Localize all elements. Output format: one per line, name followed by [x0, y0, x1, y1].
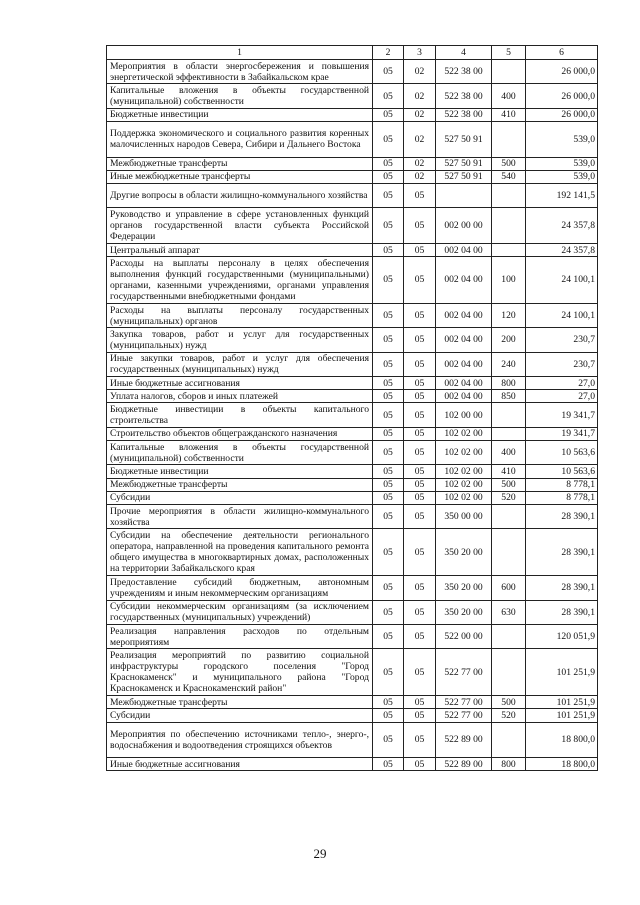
subsection-cell: 02 [404, 170, 436, 183]
row-name-cell: Капитальные вложения в объекты государственной (муниципальной) собственности [107, 441, 373, 465]
section-cell: 05 [373, 478, 404, 491]
section-cell: 05 [373, 696, 404, 709]
section-cell: 05 [373, 441, 404, 465]
column-number-row [107, 46, 598, 60]
section-cell: 05 [373, 257, 404, 304]
section-cell: 05 [373, 465, 404, 478]
subsection-cell: 05 [404, 403, 436, 427]
expense-type-cell: 500 [492, 478, 526, 491]
section-cell: 05 [373, 722, 404, 758]
table-row [107, 504, 598, 528]
table-row [107, 84, 598, 108]
target-article-cell: 102 02 00 [436, 427, 492, 440]
amount-cell: 28 390,1 [526, 600, 598, 624]
section-cell: 05 [373, 504, 404, 528]
table-row [107, 478, 598, 491]
table-row [107, 183, 598, 207]
target-article-cell: 002 04 00 [436, 303, 492, 327]
amount-cell: 27,0 [526, 390, 598, 403]
amount-cell: 24 357,8 [526, 208, 598, 244]
section-cell: 05 [373, 328, 404, 352]
subsection-cell: 05 [404, 390, 436, 403]
column-header: 4 [436, 46, 492, 60]
expense-type-cell [492, 121, 526, 157]
target-article-cell: 002 04 00 [436, 328, 492, 352]
expense-type-cell: 520 [492, 491, 526, 504]
subsection-cell: 02 [404, 121, 436, 157]
expense-type-cell: 410 [492, 108, 526, 121]
row-name-cell: Иные закупки товаров, работ и услуг для обеспечения государственных (муниципальных) нужд [107, 352, 373, 376]
expense-type-cell: 800 [492, 758, 526, 771]
amount-cell: 101 251,9 [526, 649, 598, 696]
target-article-cell: 527 50 91 [436, 121, 492, 157]
table-row [107, 121, 598, 157]
expense-type-cell [492, 649, 526, 696]
expense-type-cell: 410 [492, 465, 526, 478]
subsection-cell: 05 [404, 427, 436, 440]
table-row [107, 243, 598, 256]
table-row [107, 696, 598, 709]
column-header: 6 [526, 46, 598, 60]
row-name-cell: Субсидии [107, 491, 373, 504]
amount-cell: 24 357,8 [526, 243, 598, 256]
target-article-cell [436, 183, 492, 207]
target-article-cell: 522 00 00 [436, 624, 492, 648]
target-article-cell: 002 04 00 [436, 243, 492, 256]
section-cell: 05 [373, 243, 404, 256]
row-name-cell: Предоставление субсидий бюджетным, автономным учреждениям и иным некоммерческим организациям [107, 576, 373, 600]
amount-cell: 24 100,1 [526, 303, 598, 327]
table-row [107, 576, 598, 600]
subsection-cell: 05 [404, 257, 436, 304]
subsection-cell: 05 [404, 709, 436, 722]
expense-type-cell: 400 [492, 84, 526, 108]
row-name-cell: Реализация мероприятий по развитию социальной инфраструктуры городского поселения "Город Краснокаменск" и муниципального района "Город Краснокаменск и Краснокаменский район" [107, 649, 373, 696]
subsection-cell: 05 [404, 243, 436, 256]
section-cell: 05 [373, 649, 404, 696]
row-name-cell: Иные бюджетные ассигнования [107, 377, 373, 390]
section-cell: 05 [373, 624, 404, 648]
table-row [107, 709, 598, 722]
target-article-cell: 350 00 00 [436, 504, 492, 528]
target-article-cell: 102 02 00 [436, 478, 492, 491]
table-row [107, 465, 598, 478]
amount-cell: 26 000,0 [526, 108, 598, 121]
section-cell: 05 [373, 491, 404, 504]
section-cell: 05 [373, 121, 404, 157]
table-row [107, 427, 598, 440]
section-cell: 05 [373, 576, 404, 600]
target-article-cell: 522 77 00 [436, 696, 492, 709]
column-header: 5 [492, 46, 526, 60]
target-article-cell: 002 04 00 [436, 352, 492, 376]
target-article-cell: 522 38 00 [436, 84, 492, 108]
expense-type-cell [492, 722, 526, 758]
row-name-cell: Субсидии на обеспечение деятельности регионального оператора, направленной на проведения капитального ремонта общего имущества в многоквартирных домах, расположенных на территории Забайкальского края [107, 529, 373, 576]
row-name-cell: Другие вопросы в области жилищно-коммунального хозяйства [107, 183, 373, 207]
expense-type-cell [492, 60, 526, 84]
row-name-cell: Центральный аппарат [107, 243, 373, 256]
row-name-cell: Реализация направления расходов по отдельным мероприятиям [107, 624, 373, 648]
target-article-cell: 350 20 00 [436, 576, 492, 600]
column-header: 3 [404, 46, 436, 60]
row-name-cell: Субсидии некоммерческим организациям (за исключением государственных (муниципальных) учреждений) [107, 600, 373, 624]
section-cell: 05 [373, 758, 404, 771]
amount-cell: 27,0 [526, 377, 598, 390]
target-article-cell: 102 02 00 [436, 491, 492, 504]
subsection-cell: 05 [404, 303, 436, 327]
section-cell: 05 [373, 709, 404, 722]
amount-cell: 10 563,6 [526, 441, 598, 465]
subsection-cell: 05 [404, 696, 436, 709]
subsection-cell: 05 [404, 208, 436, 244]
amount-cell: 19 341,7 [526, 403, 598, 427]
section-cell: 05 [373, 84, 404, 108]
expense-type-cell: 100 [492, 257, 526, 304]
table-row [107, 60, 598, 84]
expense-type-cell: 520 [492, 709, 526, 722]
row-name-cell: Расходы на выплаты персоналу государственных (муниципальных) органов [107, 303, 373, 327]
section-cell: 05 [373, 108, 404, 121]
target-article-cell: 522 89 00 [436, 722, 492, 758]
expense-type-cell: 240 [492, 352, 526, 376]
row-name-cell: Бюджетные инвестиции [107, 465, 373, 478]
amount-cell: 28 390,1 [526, 504, 598, 528]
subsection-cell: 05 [404, 722, 436, 758]
expense-type-cell [492, 427, 526, 440]
expense-type-cell: 200 [492, 328, 526, 352]
table-row [107, 722, 598, 758]
amount-cell: 101 251,9 [526, 696, 598, 709]
target-article-cell: 527 50 91 [436, 170, 492, 183]
target-article-cell: 522 38 00 [436, 108, 492, 121]
subsection-cell: 05 [404, 649, 436, 696]
table-row [107, 600, 598, 624]
amount-cell: 24 100,1 [526, 257, 598, 304]
table-row [107, 390, 598, 403]
amount-cell: 539,0 [526, 121, 598, 157]
table-row [107, 303, 598, 327]
subsection-cell: 05 [404, 624, 436, 648]
subsection-cell: 05 [404, 491, 436, 504]
table-row [107, 758, 598, 771]
table-row [107, 491, 598, 504]
table-row [107, 377, 598, 390]
row-name-cell: Бюджетные инвестиции [107, 108, 373, 121]
target-article-cell: 350 20 00 [436, 529, 492, 576]
expense-type-cell: 500 [492, 696, 526, 709]
target-article-cell: 522 89 00 [436, 758, 492, 771]
table-body [107, 60, 598, 771]
target-article-cell: 527 50 91 [436, 157, 492, 170]
section-cell: 05 [373, 377, 404, 390]
target-article-cell: 002 04 00 [436, 377, 492, 390]
row-name-cell: Субсидии [107, 709, 373, 722]
row-name-cell: Строительство объектов общегражданского назначения [107, 427, 373, 440]
section-cell: 05 [373, 183, 404, 207]
page-number: 29 [313, 846, 327, 861]
table-row [107, 649, 598, 696]
amount-cell: 101 251,9 [526, 709, 598, 722]
subsection-cell: 05 [404, 352, 436, 376]
target-article-cell: 002 04 00 [436, 390, 492, 403]
expense-type-cell [492, 208, 526, 244]
amount-cell: 10 563,6 [526, 465, 598, 478]
row-name-cell: Иные межбюджетные трансферты [107, 170, 373, 183]
row-name-cell: Мероприятия по обеспечению источниками тепло-, энерго-, водоснабжения и водоотведения строящихся объектов [107, 722, 373, 758]
amount-cell: 230,7 [526, 328, 598, 352]
row-name-cell: Межбюджетные трансферты [107, 696, 373, 709]
row-name-cell: Иные бюджетные ассигнования [107, 758, 373, 771]
section-cell: 05 [373, 170, 404, 183]
table-row [107, 441, 598, 465]
subsection-cell: 05 [404, 576, 436, 600]
target-article-cell: 522 77 00 [436, 649, 492, 696]
amount-cell: 26 000,0 [526, 84, 598, 108]
row-name-cell: Мероприятия в области энергосбережения и повышения энергетической эффективности в Забайкальском крае [107, 60, 373, 84]
row-name-cell: Закупка товаров, работ и услуг для государственных (муниципальных) нужд [107, 328, 373, 352]
row-name-cell: Руководство и управление в сфере установленных функций органов государственной власти субъекта Российской Федерации [107, 208, 373, 244]
table-row [107, 529, 598, 576]
budget-table [106, 45, 598, 771]
expense-type-cell: 800 [492, 377, 526, 390]
table-row [107, 352, 598, 376]
subsection-cell: 02 [404, 108, 436, 121]
subsection-cell: 05 [404, 441, 436, 465]
expense-type-cell [492, 529, 526, 576]
section-cell: 05 [373, 427, 404, 440]
target-article-cell: 002 00 00 [436, 208, 492, 244]
expense-type-cell [492, 504, 526, 528]
table-row [107, 403, 598, 427]
target-article-cell: 002 04 00 [436, 257, 492, 304]
subsection-cell: 02 [404, 157, 436, 170]
amount-cell: 230,7 [526, 352, 598, 376]
amount-cell: 28 390,1 [526, 576, 598, 600]
amount-cell: 18 800,0 [526, 758, 598, 771]
amount-cell: 120 051,9 [526, 624, 598, 648]
row-name-cell: Капитальные вложения в объекты государственной (муниципальной) собственности [107, 84, 373, 108]
section-cell: 05 [373, 529, 404, 576]
section-cell: 05 [373, 352, 404, 376]
amount-cell: 26 000,0 [526, 60, 598, 84]
table-row [107, 624, 598, 648]
section-cell: 05 [373, 208, 404, 244]
column-header: 2 [373, 46, 404, 60]
section-cell: 05 [373, 390, 404, 403]
subsection-cell: 05 [404, 328, 436, 352]
target-article-cell: 522 38 00 [436, 60, 492, 84]
amount-cell: 28 390,1 [526, 529, 598, 576]
expense-type-cell: 120 [492, 303, 526, 327]
target-article-cell: 350 20 00 [436, 600, 492, 624]
expense-type-cell: 850 [492, 390, 526, 403]
target-article-cell: 522 77 00 [436, 709, 492, 722]
target-article-cell: 102 02 00 [436, 441, 492, 465]
subsection-cell: 05 [404, 478, 436, 491]
target-article-cell: 102 02 00 [436, 465, 492, 478]
table-row [107, 328, 598, 352]
subsection-cell: 05 [404, 600, 436, 624]
row-name-cell: Бюджетные инвестиции в объекты капитального строительства [107, 403, 373, 427]
row-name-cell: Поддержка экономического и социального развития коренных малочисленных народов Севера, Сибири и Дальнего Востока [107, 121, 373, 157]
expense-type-cell: 600 [492, 576, 526, 600]
expense-type-cell: 630 [492, 600, 526, 624]
expense-type-cell [492, 183, 526, 207]
amount-cell: 8 778,1 [526, 478, 598, 491]
table-row [107, 208, 598, 244]
column-header: 1 [107, 46, 373, 60]
subsection-cell: 05 [404, 465, 436, 478]
amount-cell: 539,0 [526, 157, 598, 170]
subsection-cell: 05 [404, 758, 436, 771]
subsection-cell: 02 [404, 60, 436, 84]
row-name-cell: Расходы на выплаты персоналу в целях обеспечения выполнения функций государственными (муниципальными) органами, казенными учреждениями, органами управления государственными внебюджетными фондами [107, 257, 373, 304]
amount-cell: 18 800,0 [526, 722, 598, 758]
target-article-cell: 102 00 00 [436, 403, 492, 427]
subsection-cell: 05 [404, 504, 436, 528]
subsection-cell: 05 [404, 183, 436, 207]
amount-cell: 8 778,1 [526, 491, 598, 504]
amount-cell: 539,0 [526, 170, 598, 183]
section-cell: 05 [373, 403, 404, 427]
subsection-cell: 05 [404, 529, 436, 576]
row-name-cell: Межбюджетные трансферты [107, 478, 373, 491]
expense-type-cell [492, 624, 526, 648]
expense-type-cell [492, 243, 526, 256]
table-row [107, 157, 598, 170]
row-name-cell: Уплата налогов, сборов и иных платежей [107, 390, 373, 403]
subsection-cell: 02 [404, 84, 436, 108]
table-row [107, 170, 598, 183]
section-cell: 05 [373, 303, 404, 327]
row-name-cell: Межбюджетные трансферты [107, 157, 373, 170]
amount-cell: 192 141,5 [526, 183, 598, 207]
expense-type-cell: 540 [492, 170, 526, 183]
expense-type-cell: 400 [492, 441, 526, 465]
table-row [107, 108, 598, 121]
row-name-cell: Прочие мероприятия в области жилищно-коммунального хозяйства [107, 504, 373, 528]
section-cell: 05 [373, 60, 404, 84]
subsection-cell: 05 [404, 377, 436, 390]
expense-type-cell: 500 [492, 157, 526, 170]
section-cell: 05 [373, 157, 404, 170]
amount-cell: 19 341,7 [526, 427, 598, 440]
expense-type-cell [492, 403, 526, 427]
section-cell: 05 [373, 600, 404, 624]
table-row [107, 257, 598, 304]
